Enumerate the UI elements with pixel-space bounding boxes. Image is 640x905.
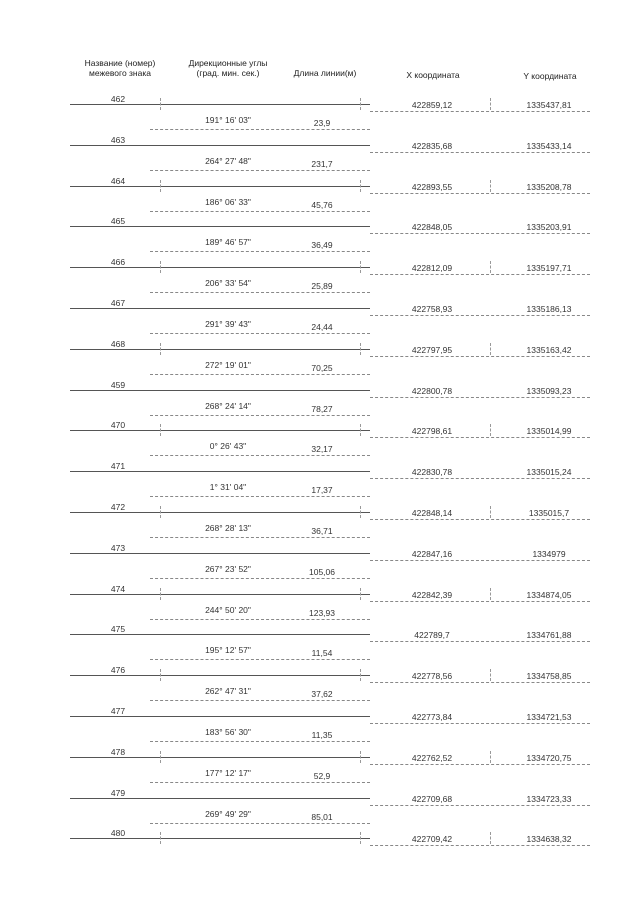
grid-tick [360,98,361,110]
table-row-y-coordinate: 1334638,32 [526,834,572,845]
segment-rule [150,292,370,293]
grid-tick [490,343,491,355]
grid-tick [160,669,161,681]
table-row-point-name: 471 [110,461,126,472]
table-row-x-coordinate: 422709,68 [411,793,453,804]
table-row-y-coordinate: 1335014,99 [526,426,572,437]
table-row-direction-angle: 272° 19' 01" [205,359,251,370]
segment-rule [150,170,370,171]
table-row-y-coordinate: 1335203,91 [526,222,572,233]
table-row-y-coordinate: 1334979 [532,548,566,559]
row-rule [70,430,370,431]
row-rule [70,553,370,554]
row-rule [70,349,370,350]
table-row-y-coordinate: 1335163,42 [526,344,572,355]
table-row-y-coordinate: 1335208,78 [526,181,572,192]
row-rule-right [370,560,590,561]
row-rule [70,390,370,391]
table-row-direction-angle: 269° 49' 29" [205,808,251,819]
row-rule-right [370,682,590,683]
table-row-point-name: 480 [110,828,126,839]
table-row-point-name: 463 [110,134,126,145]
header-angles: Дирекционные углы (град. мин. сек.) [188,58,268,78]
segment-rule [150,619,370,620]
row-rule [70,226,370,227]
grid-tick [160,588,161,600]
row-rule-right [370,315,590,316]
table-row-y-coordinate: 1334721,53 [526,712,572,722]
table-row-y-coordinate: 1335433,14 [526,140,572,151]
segment-rule [150,782,370,783]
table-row-line-length: 11,35 [311,730,333,740]
grid-tick [160,343,161,355]
grid-tick [490,751,491,763]
grid-tick [490,261,491,273]
table-row-y-coordinate: 1334723,33 [526,793,572,804]
table-row-line-length: 37,62 [311,689,333,700]
row-rule [70,757,370,758]
table-row-x-coordinate: 422778,56 [411,671,453,682]
table-row-x-coordinate: 422842,39 [411,589,453,600]
table-row-direction-angle: 268° 24' 14" [205,400,251,411]
table-row-x-coordinate: 422848,14 [411,508,453,518]
segment-rule [150,496,370,497]
table-row-line-length: 36,49 [311,240,333,251]
grid-tick [360,343,361,355]
table-row-point-name: 472 [110,502,126,512]
row-rule [70,675,370,676]
row-rule [70,308,370,309]
table-row-x-coordinate: 422798,61 [411,426,453,437]
row-rule [70,267,370,268]
table-row-point-name: 468 [110,338,126,349]
table-row-point-name: 479 [110,787,126,798]
table-row-y-coordinate: 1335093,23 [526,385,572,396]
table-row-y-coordinate: 1335015,24 [526,467,572,478]
row-rule-right [370,397,590,398]
row-rule-right [370,437,590,438]
segment-rule [150,333,370,334]
grid-tick [490,588,491,600]
row-rule [70,716,370,717]
header-x: X координата [406,70,460,80]
table-row-line-length: 24,44 [311,322,333,332]
table-row-direction-angle: 195° 12' 57" [205,645,251,656]
segment-rule [150,455,370,456]
header-y: Y координата [523,71,577,81]
table-row-direction-angle: 268° 28' 13" [205,523,251,533]
table-row-x-coordinate: 422847,16 [411,548,453,559]
table-row-point-name: 477 [110,706,126,716]
grid-tick [360,588,361,600]
table-row-line-length: 105,06 [309,566,335,577]
segment-rule [150,415,370,416]
grid-tick [490,98,491,110]
row-rule-right [370,805,590,806]
row-rule-right [370,111,590,112]
table-row-point-name: 475 [110,624,126,635]
table-row-x-coordinate: 422812,09 [411,263,453,274]
grid-tick [490,506,491,518]
table-row-direction-angle: 206° 33' 54" [205,278,251,289]
row-rule [70,104,370,105]
table-row-line-length: 70,25 [311,362,333,373]
table-row-point-name: 465 [110,216,126,227]
grid-tick [160,261,161,273]
row-rule-right [370,519,590,520]
grid-tick [160,751,161,763]
table-row-point-name: 462 [110,94,126,104]
table-row-x-coordinate: 422758,93 [411,304,453,314]
table-row-line-length: 123,93 [309,607,335,618]
table-row-y-coordinate: 1335015,7 [528,508,570,518]
segment-rule [150,129,370,130]
table-row-x-coordinate: 422773,84 [411,712,453,722]
row-rule-right [370,274,590,275]
table-row-point-name: 467 [110,298,126,308]
table-row-x-coordinate: 422859,12 [411,100,453,110]
header-length: Длина линии(м) [293,68,357,78]
table-row-x-coordinate: 422709,42 [411,834,453,845]
segment-rule [150,659,370,660]
table-row-y-coordinate: 1335437,81 [526,100,572,110]
table-row-point-name: 466 [110,257,126,268]
table-row-point-name: 476 [110,665,126,676]
table-row-x-coordinate: 422800,78 [411,385,453,396]
row-rule [70,186,370,187]
grid-tick [160,832,161,844]
row-rule [70,838,370,839]
table-row-line-length: 17,37 [311,485,333,496]
table-row-direction-angle: 191° 16' 03" [205,115,251,125]
row-rule-right [370,233,590,234]
table-row-point-name: 474 [110,583,126,594]
grid-tick [360,424,361,436]
segment-rule [150,700,370,701]
table-row-point-name: 464 [110,175,126,186]
grid-tick [490,832,491,844]
row-rule-right [370,601,590,602]
table-row-y-coordinate: 1334761,88 [526,630,572,641]
table-row-direction-angle: 291° 39' 43" [205,319,251,329]
grid-tick [360,261,361,273]
segment-rule [150,374,370,375]
table-row-direction-angle: 0° 26' 43" [209,441,247,452]
row-rule [70,798,370,799]
table-row-y-coordinate: 1335186,13 [526,304,572,314]
table-row-point-name: 473 [110,542,126,553]
row-rule [70,145,370,146]
table-row-direction-angle: 186° 06' 33" [205,196,251,207]
table-row-line-length: 32,17 [311,444,333,455]
table-row-line-length: 45,76 [311,199,333,210]
grid-tick [160,506,161,518]
table-row-direction-angle: 267° 23' 52" [205,563,251,574]
grid-tick [160,98,161,110]
row-rule-right [370,845,590,846]
table-row-direction-angle: 183° 56' 30" [205,727,251,737]
grid-tick [160,180,161,192]
table-row-x-coordinate: 422835,68 [411,140,453,151]
table-row-direction-angle: 262° 47' 31" [205,686,251,697]
row-rule-right [370,723,590,724]
segment-rule [150,211,370,212]
grid-tick [360,832,361,844]
table-row-x-coordinate: 422893,55 [411,181,453,192]
segment-rule [150,578,370,579]
row-rule [70,594,370,595]
grid-tick [360,751,361,763]
grid-tick [490,180,491,192]
table-row-x-coordinate: 422830,78 [411,467,453,478]
table-row-line-length: 85,01 [311,811,333,822]
row-rule-right [370,356,590,357]
table-row-line-length: 78,27 [311,403,333,414]
segment-rule [150,823,370,824]
row-rule-right [370,764,590,765]
table-row-line-length: 231,7 [311,158,333,169]
table-row-line-length: 23,9 [313,118,331,128]
table-row-y-coordinate: 1335197,71 [526,263,572,274]
table-row-point-name: 478 [110,746,126,757]
row-rule [70,512,370,513]
table-row-direction-angle: 264° 27' 48" [205,155,251,166]
segment-rule [150,537,370,538]
table-row-direction-angle: 189° 46' 57" [205,237,251,248]
grid-tick [360,180,361,192]
table-row-y-coordinate: 1334874,05 [526,589,572,600]
segment-rule [150,741,370,742]
table-row-direction-angle: 1° 31' 04" [209,482,247,493]
table-row-y-coordinate: 1334720,75 [526,752,572,763]
grid-tick [360,669,361,681]
grid-tick [490,424,491,436]
table-row-line-length: 11,54 [311,648,333,659]
table-row-line-length: 52,9 [313,770,331,781]
table-row-point-name: 470 [110,420,126,431]
table-row-direction-angle: 177° 12' 17" [205,767,251,778]
table-row-point-name: 459 [110,379,126,390]
row-rule [70,634,370,635]
table-row-x-coordinate: 422762,52 [411,752,453,763]
table-row-direction-angle: 244° 50' 20" [205,604,251,615]
grid-tick [160,424,161,436]
row-rule-right [370,478,590,479]
header-point-name: Название (номер) межевого знака [84,58,156,78]
row-rule [70,471,370,472]
table-row-line-length: 25,89 [311,281,333,292]
row-rule-right [370,193,590,194]
table-row-x-coordinate: 422789,7 [414,630,450,641]
table-row-x-coordinate: 422848,05 [411,222,453,233]
table-row-y-coordinate: 1334758,85 [526,671,572,682]
table-row-x-coordinate: 422797,95 [411,344,453,355]
row-rule-right [370,641,590,642]
segment-rule [150,251,370,252]
table-row-line-length: 36,71 [311,526,333,536]
grid-tick [490,669,491,681]
grid-tick [360,506,361,518]
row-rule-right [370,152,590,153]
